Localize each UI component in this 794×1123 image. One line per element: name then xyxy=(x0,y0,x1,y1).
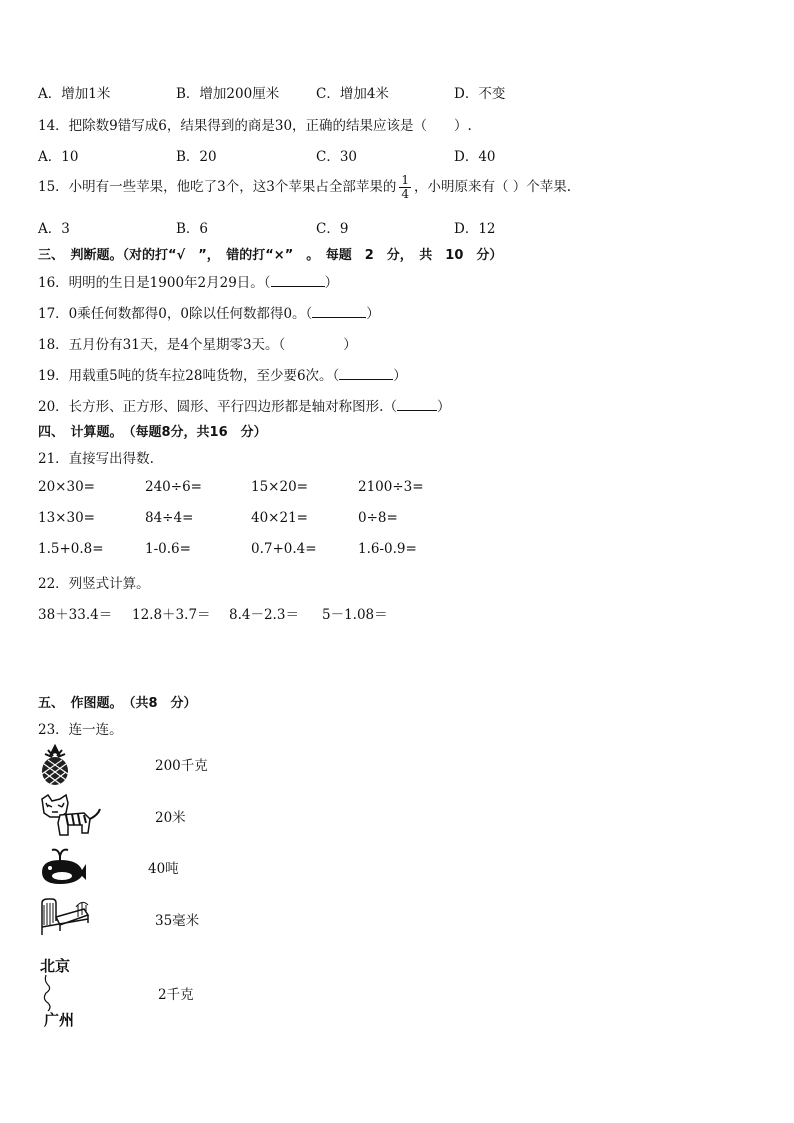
calc-item: 15×20= xyxy=(251,479,308,495)
q23-title: 23．连一连。 xyxy=(38,722,123,738)
tiger-icon xyxy=(38,793,102,839)
q15-frac-den: 4 xyxy=(401,187,409,201)
match-label: 2千克 xyxy=(158,987,194,1003)
q20 xyxy=(38,395,450,415)
calc-item: 20×30= xyxy=(38,479,95,495)
vertical-calc-item: 5－1.08＝ xyxy=(322,607,388,623)
route-line-icon xyxy=(38,973,88,1013)
q19-text: 19．用载重5吨的货车拉28吨货物，至少要6次。（ xyxy=(38,368,340,384)
calc-item: 0÷8= xyxy=(358,510,398,526)
q13-option-b: B．增加200厘米 xyxy=(176,86,280,102)
section5-heading: 五、 作图题。 （共8 分） xyxy=(38,696,197,711)
calc-item: 13×30= xyxy=(38,510,95,526)
q20-close: ） xyxy=(436,399,451,415)
q19-close: ） xyxy=(393,368,407,384)
section3-heading: 三、 判断题。（对的打“√ ”， 错的打“×” 。 每题 2 分， 共 10 分） xyxy=(38,248,503,263)
calc-item: 84÷4= xyxy=(145,510,194,526)
q13-option-a: A．增加1米 xyxy=(38,86,111,102)
q13-option-d: D．不变 xyxy=(454,86,506,102)
q15-option-b: B．6 xyxy=(176,221,209,237)
calc-item: 2100÷3= xyxy=(358,479,424,495)
q17-answer-blank[interactable] xyxy=(312,305,366,318)
q14-option-a: A．10 xyxy=(38,149,79,165)
q13-option-c: C．增加4米 xyxy=(316,86,389,102)
q17-close: ） xyxy=(366,306,380,322)
q16-close: ） xyxy=(324,275,339,291)
q15-option-c: C．9 xyxy=(316,221,349,237)
q19-answer-blank[interactable] xyxy=(339,367,393,380)
q22-title: 22．列竖式计算。 xyxy=(38,576,150,592)
q21-title: 21．直接写出得数. xyxy=(38,451,154,467)
match-label: 40吨 xyxy=(148,861,179,877)
section4-heading: 四、 计算题。 （每题8分，共16 分） xyxy=(38,425,267,440)
q20-text: 20．长方形、正方形、圆形、平行四边形都是轴对称图形.（ xyxy=(38,399,397,415)
q15-stem-before: 15．小明有一些苹果，他吃了3个，这3个苹果占全部苹果的 xyxy=(38,179,397,195)
q18 xyxy=(38,333,357,353)
pineapple-icon xyxy=(38,744,72,786)
match-label: 200千克 xyxy=(155,758,208,774)
calc-item: 0.7+0.4= xyxy=(251,541,317,557)
calc-item: 1.5+0.8= xyxy=(38,541,104,557)
q16-answer-blank[interactable] xyxy=(271,274,325,287)
match-label: 20米 xyxy=(155,810,186,826)
beijing-guangzhou-map xyxy=(38,955,88,1030)
q15-option-a: A．3 xyxy=(38,221,70,237)
calc-item: 240÷6= xyxy=(145,479,202,495)
q15-stem xyxy=(38,174,571,201)
q15-frac-num: 1 xyxy=(401,173,409,187)
q19 xyxy=(38,364,407,384)
q16-text: 16．明明的生日是1900年2月29日。（ xyxy=(38,275,271,291)
q18-answer-blank[interactable] xyxy=(285,337,343,349)
vertical-calc-item: 12.8＋3.7＝ xyxy=(132,607,211,623)
calc-item: 1-0.6= xyxy=(145,541,191,557)
map-guangzhou-label: 广州 xyxy=(44,1011,75,1029)
q14-option-c: C．30 xyxy=(316,149,358,165)
q20-answer-blank[interactable] xyxy=(397,398,437,411)
q14-option-d: D．40 xyxy=(454,149,496,165)
map-beijing-label: 北京 xyxy=(40,957,71,975)
q17-text: 17．0乘任何数都得0，0除以任何数都得0。（ xyxy=(38,306,313,322)
q18-close: ） xyxy=(343,337,357,353)
vertical-calc-item: 8.4－2.3＝ xyxy=(229,607,299,623)
calc-item: 1.6-0.9= xyxy=(358,541,417,557)
q15-fraction xyxy=(399,174,411,201)
q14-option-b: B．20 xyxy=(176,149,217,165)
q15-stem-after: ，小明原来有（ ）个苹果. xyxy=(414,179,572,195)
match-label: 35毫米 xyxy=(155,913,200,929)
calc-item: 40×21= xyxy=(251,510,308,526)
q16 xyxy=(38,271,338,291)
whale-icon xyxy=(38,846,88,886)
bed-icon xyxy=(38,895,90,939)
vertical-calc-item: 38＋33.4＝ xyxy=(38,607,113,623)
q15-option-d: D．12 xyxy=(454,221,496,237)
q14-stem: 14．把除数9错写成6，结果得到的商是30，正确的结果应该是（ ）. xyxy=(38,118,472,134)
q18-text: 18．五月份有31天，是4个星期零3天。（ xyxy=(38,337,286,353)
q17 xyxy=(38,302,380,322)
